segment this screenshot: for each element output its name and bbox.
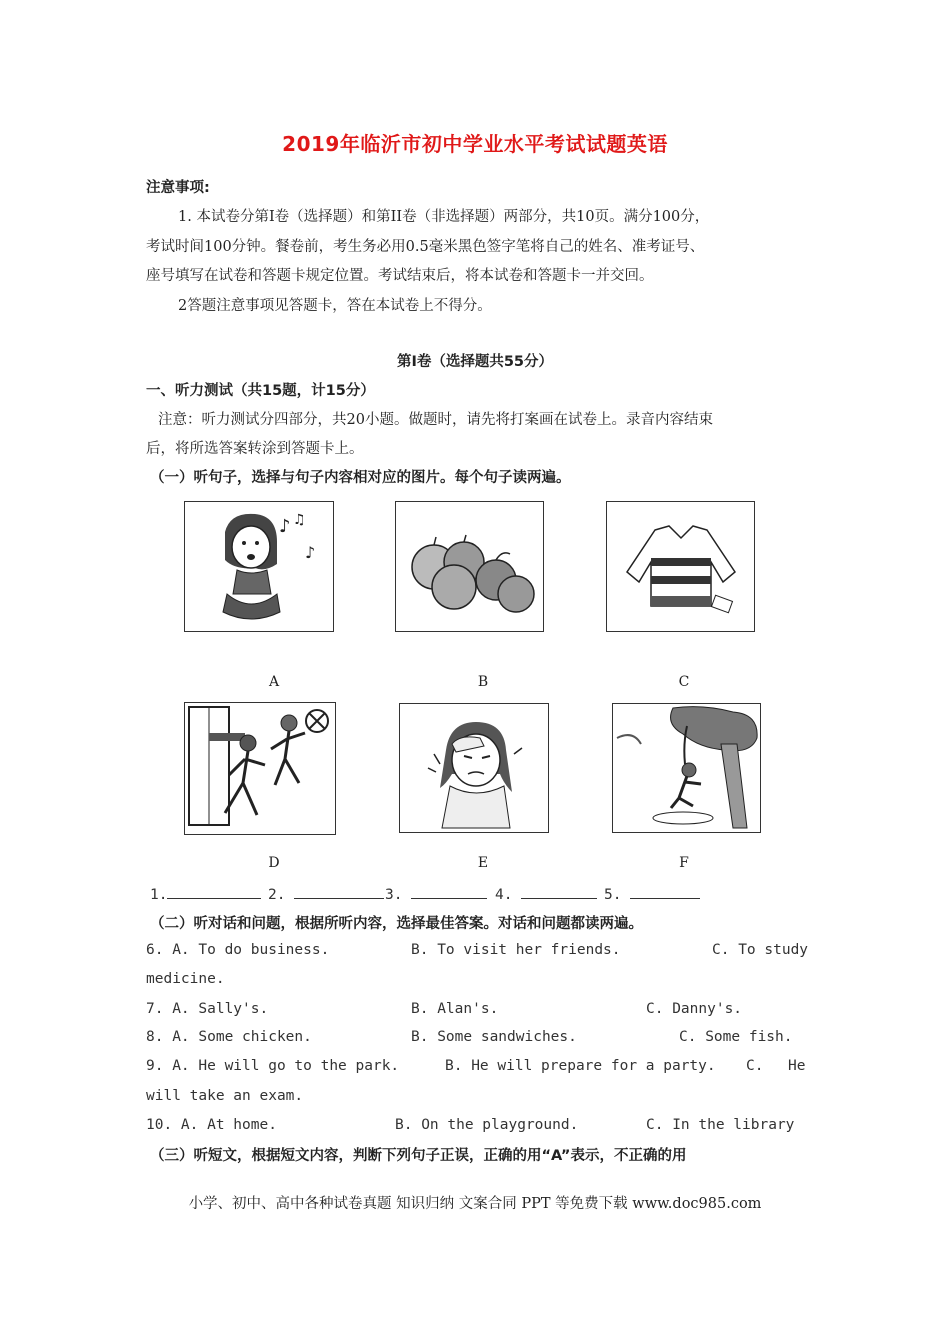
answer-blank-3[interactable] xyxy=(385,884,487,903)
q6-option-c: C. To study xyxy=(712,942,809,958)
answer-line-3[interactable] xyxy=(411,884,487,899)
picture-c-sweater xyxy=(606,501,755,632)
subsection-3-heading: （三）听短文，根据短文内容，判断下列句子正误，正确的用“A”表示，不正确的用 xyxy=(150,1148,687,1164)
listening-note-line-1: 注意：听力测试分四部分，共20小题。做题时，请先将打案画在试卷上。录音内容结束 xyxy=(158,412,713,428)
notice-heading: 注意事项: xyxy=(146,180,210,196)
picture-label-b: B xyxy=(477,674,489,690)
q9-option-a: 9. A. He will go to the park. xyxy=(146,1058,400,1074)
svg-text:♪: ♪ xyxy=(279,516,291,537)
svg-text:♫: ♫ xyxy=(293,512,306,528)
notice-line-1: 1. 本试卷分第Ⅰ卷（选择题）和第II卷（非选择题）两部分，共10页。满分100分， xyxy=(178,209,710,225)
picture-label-e: E xyxy=(477,855,489,871)
subsection-1-heading: （一）听句子，选择与句子内容相对应的图片。每个句子读两遍。 xyxy=(150,470,571,486)
q6-option-c-continued: medicine. xyxy=(146,971,225,987)
answer-blank-3-number: 3. xyxy=(385,887,403,903)
notice-line-4: 2答题注意事项见答题卡，答在本试卷上不得分。 xyxy=(178,298,492,314)
q10-option-b: B. On the playground. xyxy=(395,1117,579,1133)
picture-label-c: C xyxy=(678,674,690,690)
answer-line-4[interactable] xyxy=(521,884,597,899)
picture-d-running-boys xyxy=(184,702,336,835)
answer-line-2[interactable] xyxy=(294,884,384,899)
answer-blank-5-number: 5. xyxy=(604,887,622,903)
answer-blank-2[interactable] xyxy=(268,884,384,903)
answer-blank-1[interactable] xyxy=(150,884,261,903)
q9-option-b: B. He will prepare for a party. xyxy=(445,1058,716,1074)
q9-option-c-word: He xyxy=(788,1058,806,1074)
q6-option-b: B. To visit her friends. xyxy=(411,942,621,958)
q8-option-c: C. Some fish. xyxy=(679,1029,793,1045)
listening-note-line-2: 后，将所选答案转涂到答题卡上。 xyxy=(146,441,364,457)
answer-blank-4-number: 4. xyxy=(495,887,513,903)
picture-e-girl-headache xyxy=(399,703,549,833)
page-footer: 小学、初中、高中各种试卷真题 知识归纳 文案合同 PPT 等免费下载 www.doc985.com xyxy=(188,1196,762,1212)
section-heading-listening: 一、听力测试（共15题，计15分） xyxy=(146,383,375,399)
picture-f-tree-swing xyxy=(612,703,761,833)
q7-option-c: C. Danny's. xyxy=(646,1001,743,1017)
q9-option-c-continued: will take an exam. xyxy=(146,1088,304,1104)
q9-option-c: C. xyxy=(746,1058,764,1074)
picture-b-fruit xyxy=(395,501,544,632)
q10-option-c: C. In the library xyxy=(646,1117,795,1133)
svg-text:♪: ♪ xyxy=(305,543,316,562)
q10-option-a: 10. A. At home. xyxy=(146,1117,277,1133)
answer-blank-4[interactable] xyxy=(495,884,597,903)
q7-option-b: B. Alan's. xyxy=(411,1001,499,1017)
q6-option-a: 6. A. To do business. xyxy=(146,942,330,958)
q7-option-a: 7. A. Sally's. xyxy=(146,1001,269,1017)
notice-line-3: 座号填写在试卷和答题卡规定位置。考试结束后，将本试卷和答题卡一并交回。 xyxy=(146,268,654,284)
picture-label-a: A xyxy=(268,674,280,690)
answer-blank-1-number: 1. xyxy=(150,887,168,903)
page-title: 2019年临沂市初中学业水平考试试题英语 xyxy=(282,132,668,156)
answer-line-1[interactable] xyxy=(167,884,261,899)
picture-label-d: D xyxy=(268,855,280,871)
notice-line-2: 考试时间100分钟。餐卷前，考生务必用0.5毫米黑色签字笔将自己的姓名、准考证号、 xyxy=(146,239,705,255)
q8-option-b: B. Some sandwiches. xyxy=(411,1029,577,1045)
part1-heading: 第Ⅰ卷（选择题共55分） xyxy=(396,354,554,370)
answer-line-5[interactable] xyxy=(630,884,700,899)
answer-blank-2-number: 2. xyxy=(268,887,286,903)
picture-a-girl-singing xyxy=(184,501,334,632)
answer-blank-5[interactable] xyxy=(604,884,700,903)
q8-option-a: 8. A. Some chicken. xyxy=(146,1029,312,1045)
subsection-2-heading: （二）听对话和问题，根据所听内容，选择最佳答案。对话和问题都读两遍。 xyxy=(150,916,643,932)
picture-label-f: F xyxy=(679,855,689,871)
